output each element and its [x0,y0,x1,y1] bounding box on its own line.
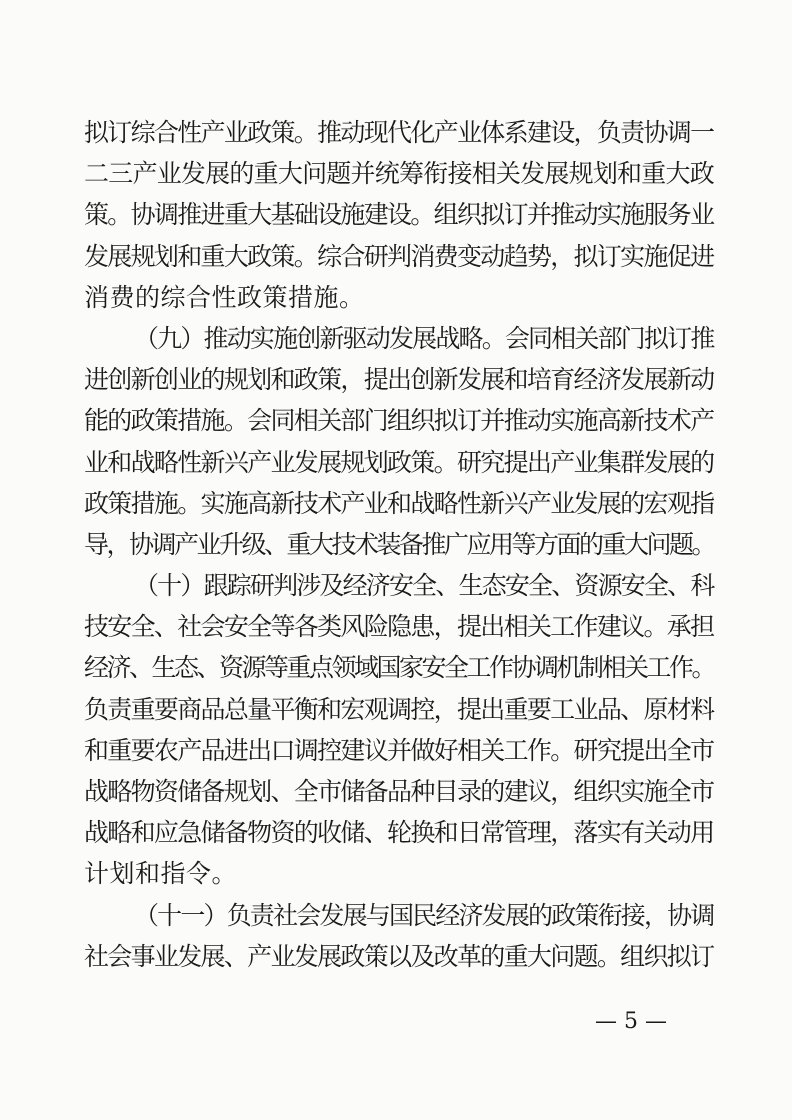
text-line: 拟订综合性产业政策。推动现代化产业体系建设，负责协调一 [84,118,714,147]
text-line: 导，协调产业升级、重大技术装备推广应用等方面的重大问题。 [84,529,715,559]
text-line: 消费的综合性政策措施。 [84,282,365,312]
text-line: 政策措施。实施高新技术产业和战略性新兴产业发展的宏观指 [84,488,714,518]
page-number: — 5 — [595,1009,667,1034]
text-line: 战略物资储备规划、全市储备品种目录的建议，组织实施全市 [84,777,714,806]
paragraph-start-line: （十）跟踪研判涉及经济安全、生态安全、资源安全、科 [134,571,714,601]
text-line: 发展规划和重大政策。综合研判消费变动趋势，拟订实施促进 [84,241,714,271]
text-line: 战略和应急储备物资的收储、轮换和日常管理，落实有关动用 [84,818,714,848]
text-line: 业和战略性新兴产业发展规划政策。研究提出产业集群发展的 [84,447,714,477]
text-line: 技安全、社会安全等各类风险隐患，提出相关工作建议。承担 [84,612,714,642]
text-line: 社会事业发展、产业发展政策以及改革的重大问题。组织拟订 [84,941,714,971]
text-line: 经济、生态、资源等重点领域国家安全工作协调机制相关工作。 [84,653,715,683]
paragraph-start-line: （十一）负责社会发展与国民经济发展的政策衔接，协调 [134,900,714,930]
text-line: 能的政策措施。会同相关部门组织拟订并推动实施高新技术产 [84,406,714,436]
text-line: 二三产业发展的重大问题并统筹衔接相关发展规划和重大政 [84,159,714,189]
text-line: 负责重要商品总量平衡和宏观调控，提出重要工业品、原材料 [84,694,714,724]
paragraph-start-line: （九）推动实施创新驱动发展战略。会同相关部门拟订推 [134,323,714,353]
document-body [84,112,715,977]
text-line: 和重要农产品进出口调控建议并做好相关工作。研究提出全市 [84,735,714,765]
text-line: 策。协调推进重大基础设施建设。组织拟订并推动实施服务业 [84,200,714,230]
text-line: 计划和指令。 [84,859,238,889]
text-line: 进创新创业的规划和政策，提出创新发展和培育经济发展新动 [84,365,714,395]
